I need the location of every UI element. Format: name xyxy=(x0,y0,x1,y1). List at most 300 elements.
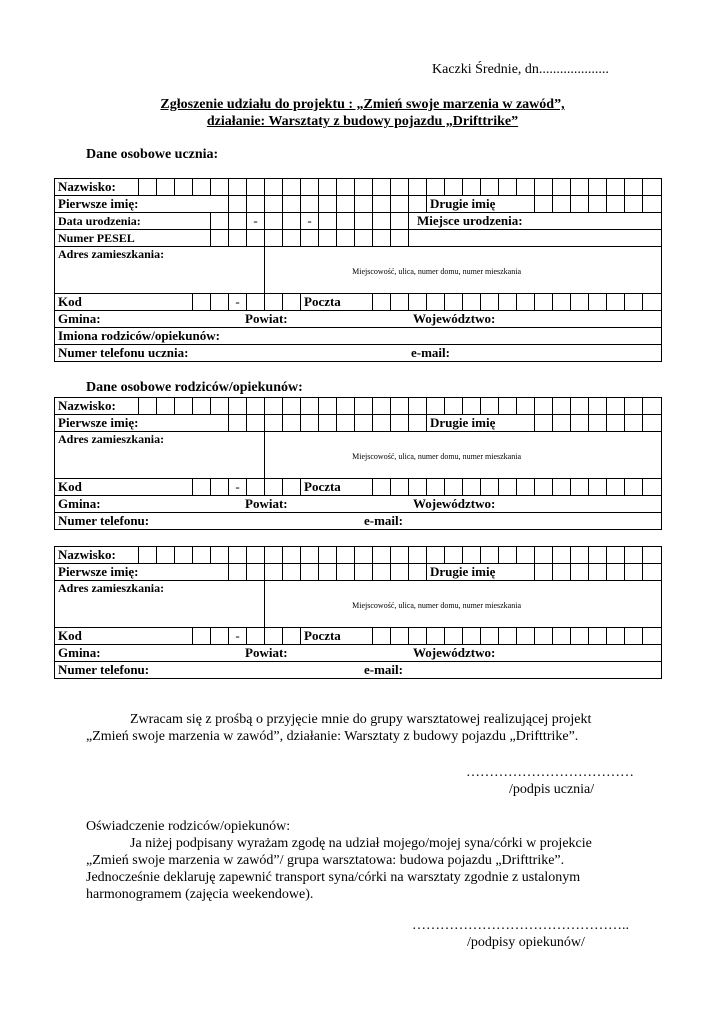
char-box[interactable] xyxy=(301,230,319,247)
char-box[interactable] xyxy=(499,398,517,415)
char-box[interactable] xyxy=(643,564,662,581)
char-box[interactable] xyxy=(247,479,265,496)
char-box[interactable] xyxy=(337,564,355,581)
char-box[interactable] xyxy=(139,547,157,564)
guardian-names-row xyxy=(55,564,662,581)
char-box[interactable] xyxy=(373,398,391,415)
contact-cell xyxy=(55,345,662,362)
char-box[interactable] xyxy=(427,179,445,196)
surname-label: Nazwisko: xyxy=(55,547,139,564)
char-box[interactable] xyxy=(229,398,247,415)
char-box[interactable] xyxy=(319,230,337,247)
char-box[interactable] xyxy=(589,294,607,311)
char-box[interactable] xyxy=(211,479,229,496)
char-box[interactable] xyxy=(283,479,301,496)
char-box[interactable] xyxy=(607,415,625,432)
char-box[interactable] xyxy=(247,564,265,581)
char-box[interactable] xyxy=(337,179,355,196)
char-box[interactable] xyxy=(589,415,607,432)
char-box[interactable] xyxy=(337,196,355,213)
char-box[interactable] xyxy=(391,294,409,311)
guardian-postal-row xyxy=(55,479,662,496)
address-label: Adres zamieszkania: xyxy=(55,432,265,479)
char-box[interactable] xyxy=(175,179,193,196)
char-box[interactable] xyxy=(643,398,662,415)
address-hint: Miejscowość, ulica, numer domu, numer mieszkania xyxy=(352,267,521,276)
second-name-label: Drugie imię xyxy=(427,196,535,213)
char-box[interactable] xyxy=(517,628,535,645)
student-names-row xyxy=(55,196,662,213)
char-box[interactable] xyxy=(535,415,553,432)
region-cell xyxy=(55,311,662,328)
char-box[interactable] xyxy=(553,628,571,645)
char-box[interactable] xyxy=(301,398,319,415)
char-box[interactable] xyxy=(409,196,427,213)
char-box[interactable] xyxy=(643,294,662,311)
email-label: e-mail: xyxy=(364,662,403,677)
postal-code-label: Kod xyxy=(55,294,193,311)
char-box[interactable] xyxy=(481,547,499,564)
char-box[interactable] xyxy=(517,547,535,564)
char-box[interactable] xyxy=(625,415,643,432)
char-box[interactable] xyxy=(247,179,265,196)
char-box[interactable] xyxy=(589,479,607,496)
char-box[interactable] xyxy=(571,628,589,645)
char-box[interactable] xyxy=(553,398,571,415)
postal-separator: - xyxy=(229,479,247,496)
char-box[interactable] xyxy=(283,547,301,564)
char-box[interactable] xyxy=(481,398,499,415)
char-box[interactable] xyxy=(463,479,481,496)
char-box[interactable] xyxy=(265,628,283,645)
char-box[interactable] xyxy=(535,547,553,564)
char-box[interactable] xyxy=(283,415,301,432)
char-box[interactable] xyxy=(355,213,373,230)
char-box[interactable] xyxy=(211,179,229,196)
char-box[interactable] xyxy=(643,628,662,645)
char-box[interactable] xyxy=(409,294,427,311)
char-box[interactable] xyxy=(229,179,247,196)
request-line1: Zwracam się z prośbą o przyjęcie mnie do grupy warsztatowej realizującej projekt xyxy=(130,712,592,727)
guardian-signature-label: /podpisy opiekunów/ xyxy=(467,935,585,950)
char-box[interactable] xyxy=(373,179,391,196)
char-box[interactable] xyxy=(517,398,535,415)
char-box[interactable] xyxy=(535,398,553,415)
char-box[interactable] xyxy=(265,230,283,247)
char-box[interactable] xyxy=(319,415,337,432)
char-box[interactable] xyxy=(301,179,319,196)
student-section-title: Dane osobowe ucznia: xyxy=(86,147,219,162)
student-signature-line: ……………………………… xyxy=(466,765,634,780)
char-box[interactable] xyxy=(229,196,247,213)
commune-label: Gmina: xyxy=(58,496,101,511)
char-box[interactable] xyxy=(229,564,247,581)
char-box[interactable] xyxy=(535,628,553,645)
char-box[interactable] xyxy=(571,415,589,432)
postal-code-label: Kod xyxy=(55,479,193,496)
email-label: e-mail: xyxy=(411,345,450,360)
char-box[interactable] xyxy=(283,230,301,247)
char-box[interactable] xyxy=(481,479,499,496)
post-office-label: Poczta xyxy=(301,294,373,311)
char-box[interactable] xyxy=(535,179,553,196)
char-box[interactable] xyxy=(355,415,373,432)
char-box[interactable] xyxy=(445,628,463,645)
char-box[interactable] xyxy=(625,564,643,581)
char-box[interactable] xyxy=(391,213,409,230)
char-box[interactable] xyxy=(445,179,463,196)
char-box[interactable] xyxy=(463,294,481,311)
char-box[interactable] xyxy=(157,179,175,196)
char-box[interactable] xyxy=(265,398,283,415)
voivodeship-label: Województwo: xyxy=(413,496,496,511)
guardian-signature-line: ……………………………………….. xyxy=(412,918,629,933)
char-box[interactable] xyxy=(265,547,283,564)
char-box[interactable] xyxy=(535,479,553,496)
char-box[interactable] xyxy=(589,196,607,213)
address-field[interactable] xyxy=(265,581,662,628)
char-box[interactable] xyxy=(373,628,391,645)
char-box[interactable] xyxy=(589,564,607,581)
student-contact-row xyxy=(55,345,662,362)
char-box[interactable] xyxy=(499,179,517,196)
char-box[interactable] xyxy=(625,196,643,213)
student-signature-label: /podpis ucznia/ xyxy=(509,782,595,797)
char-box[interactable] xyxy=(337,213,355,230)
char-box[interactable] xyxy=(283,179,301,196)
char-box[interactable] xyxy=(193,294,211,311)
address-hint: Miejscowość, ulica, numer domu, numer mieszkania xyxy=(352,601,521,610)
county-label: Powiat: xyxy=(245,311,288,326)
char-box[interactable] xyxy=(247,398,265,415)
char-box[interactable] xyxy=(607,479,625,496)
surname-label: Nazwisko: xyxy=(55,179,139,196)
char-box[interactable] xyxy=(211,628,229,645)
char-box[interactable] xyxy=(553,196,571,213)
char-box[interactable] xyxy=(319,213,337,230)
char-box[interactable] xyxy=(175,547,193,564)
first-name-label: Pierwsze imię: xyxy=(55,196,229,213)
char-box[interactable] xyxy=(571,564,589,581)
char-box[interactable] xyxy=(337,547,355,564)
char-box[interactable] xyxy=(643,179,662,196)
char-box[interactable] xyxy=(373,564,391,581)
student-postal-row xyxy=(55,294,662,311)
char-box[interactable] xyxy=(391,196,409,213)
char-box[interactable] xyxy=(193,479,211,496)
char-box[interactable] xyxy=(247,628,265,645)
char-box[interactable] xyxy=(337,398,355,415)
char-box[interactable] xyxy=(211,294,229,311)
char-box[interactable] xyxy=(553,415,571,432)
char-box[interactable] xyxy=(265,479,283,496)
guardian-surname-row xyxy=(55,398,662,415)
char-box[interactable] xyxy=(391,398,409,415)
consent-line1: Ja niżej podpisany wyrażam zgodę na udział mojego/mojej syna/córki w projekcie xyxy=(130,836,592,851)
consent-heading: Oświadczenie rodziców/opiekunów: xyxy=(86,819,291,834)
char-box[interactable] xyxy=(427,398,445,415)
char-box[interactable] xyxy=(373,230,391,247)
char-box[interactable] xyxy=(535,564,553,581)
student-address-row xyxy=(55,247,662,294)
char-box[interactable] xyxy=(625,179,643,196)
char-box[interactable] xyxy=(571,294,589,311)
char-box[interactable] xyxy=(247,230,265,247)
region-cell xyxy=(55,496,662,513)
post-office-label: Poczta xyxy=(301,628,373,645)
guardian-region-row xyxy=(55,645,662,662)
char-box[interactable] xyxy=(283,564,301,581)
char-box[interactable] xyxy=(445,479,463,496)
char-box[interactable] xyxy=(589,179,607,196)
char-box[interactable] xyxy=(355,196,373,213)
char-box[interactable] xyxy=(427,628,445,645)
char-box[interactable] xyxy=(625,398,643,415)
char-box[interactable] xyxy=(643,547,662,564)
char-box[interactable] xyxy=(607,294,625,311)
char-box[interactable] xyxy=(229,230,247,247)
char-box[interactable] xyxy=(607,547,625,564)
char-box[interactable] xyxy=(427,547,445,564)
address-field[interactable] xyxy=(265,247,662,294)
student-pesel-row xyxy=(55,230,662,247)
char-box[interactable] xyxy=(571,196,589,213)
address-field[interactable] xyxy=(265,432,662,479)
char-box[interactable] xyxy=(571,547,589,564)
char-box[interactable] xyxy=(373,196,391,213)
char-box[interactable] xyxy=(625,547,643,564)
county-label: Powiat: xyxy=(245,496,288,511)
char-box[interactable] xyxy=(553,179,571,196)
char-box[interactable] xyxy=(535,294,553,311)
char-box[interactable] xyxy=(571,179,589,196)
surname-label: Nazwisko: xyxy=(55,398,139,415)
guardian-contact-row xyxy=(55,662,662,679)
char-box[interactable] xyxy=(553,479,571,496)
char-box[interactable] xyxy=(139,398,157,415)
char-box[interactable] xyxy=(445,398,463,415)
char-box[interactable] xyxy=(193,547,211,564)
pesel-empty xyxy=(409,230,662,247)
parents-names-label: Imiona rodziców/opiekunów: xyxy=(55,328,662,345)
char-box[interactable] xyxy=(391,179,409,196)
char-box[interactable] xyxy=(409,628,427,645)
char-box[interactable] xyxy=(499,294,517,311)
char-box[interactable] xyxy=(391,230,409,247)
char-box[interactable] xyxy=(463,179,481,196)
guardian-surname-row xyxy=(55,547,662,564)
char-box[interactable] xyxy=(355,398,373,415)
student-surname-row xyxy=(55,179,662,196)
char-box[interactable] xyxy=(193,628,211,645)
address-label: Adres zamieszkania: xyxy=(55,247,265,294)
char-box[interactable] xyxy=(481,179,499,196)
char-box[interactable] xyxy=(355,564,373,581)
guardian-contact-row xyxy=(55,513,662,530)
contact-cell xyxy=(55,662,662,679)
guardian-names-row xyxy=(55,415,662,432)
char-box[interactable] xyxy=(301,564,319,581)
char-box[interactable] xyxy=(319,564,337,581)
char-box[interactable] xyxy=(229,415,247,432)
request-line2: „Zmień swoje marzenia w zawód”, działanie: Warsztaty z budowy pojazdu „Drifttrike”. xyxy=(86,729,579,744)
second-name-label: Drugie imię xyxy=(427,564,535,581)
char-box[interactable] xyxy=(391,564,409,581)
char-box[interactable] xyxy=(301,415,319,432)
char-box[interactable] xyxy=(409,179,427,196)
char-box[interactable] xyxy=(211,230,229,247)
date-separator: - xyxy=(247,213,265,230)
first-name-label: Pierwsze imię: xyxy=(55,564,229,581)
pesel-label: Numer PESEL xyxy=(55,230,211,247)
char-box[interactable] xyxy=(553,294,571,311)
char-box[interactable] xyxy=(625,628,643,645)
char-box[interactable] xyxy=(265,294,283,311)
char-box[interactable] xyxy=(391,415,409,432)
char-box[interactable] xyxy=(247,415,265,432)
char-box[interactable] xyxy=(427,294,445,311)
char-box[interactable] xyxy=(589,547,607,564)
char-box[interactable] xyxy=(409,479,427,496)
char-box[interactable] xyxy=(373,294,391,311)
contact-cell xyxy=(55,513,662,530)
second-name-label: Drugie imię xyxy=(427,415,535,432)
consent-line3: Jednocześnie deklaruję zapewnić transport syna/córki na warsztaty zgodnie z ustalonym xyxy=(86,870,581,885)
char-box[interactable] xyxy=(607,398,625,415)
char-box[interactable] xyxy=(643,196,662,213)
char-box[interactable] xyxy=(607,628,625,645)
char-box[interactable] xyxy=(517,294,535,311)
form-title-line2: działanie: Warsztaty z budowy pojazdu „Drifttrike” xyxy=(206,114,519,129)
char-box[interactable] xyxy=(319,547,337,564)
char-box[interactable] xyxy=(499,547,517,564)
char-box[interactable] xyxy=(553,564,571,581)
char-box[interactable] xyxy=(175,398,193,415)
char-box[interactable] xyxy=(265,213,283,230)
char-box[interactable] xyxy=(355,179,373,196)
char-box[interactable] xyxy=(247,547,265,564)
char-box[interactable] xyxy=(229,547,247,564)
postal-separator: - xyxy=(229,294,247,311)
char-box[interactable] xyxy=(445,294,463,311)
char-box[interactable] xyxy=(481,294,499,311)
char-box[interactable] xyxy=(211,398,229,415)
char-box[interactable] xyxy=(337,415,355,432)
county-label: Powiat: xyxy=(245,645,288,660)
char-box[interactable] xyxy=(643,415,662,432)
char-box[interactable] xyxy=(319,398,337,415)
form-title-line1: Zgłoszenie udziału do projektu : „Zmień swoje marzenia w zawód”, xyxy=(160,97,565,112)
place-date: Kaczki Średnie, dn.................... xyxy=(432,62,609,77)
char-box[interactable] xyxy=(301,196,319,213)
char-box[interactable] xyxy=(409,398,427,415)
char-box[interactable] xyxy=(229,213,247,230)
char-box[interactable] xyxy=(265,415,283,432)
char-box[interactable] xyxy=(409,547,427,564)
char-box[interactable] xyxy=(625,479,643,496)
char-box[interactable] xyxy=(391,547,409,564)
char-box[interactable] xyxy=(193,179,211,196)
char-box[interactable] xyxy=(517,479,535,496)
char-box[interactable] xyxy=(283,628,301,645)
char-box[interactable] xyxy=(265,179,283,196)
char-box[interactable] xyxy=(247,196,265,213)
char-box[interactable] xyxy=(283,196,301,213)
char-box[interactable] xyxy=(301,547,319,564)
char-box[interactable] xyxy=(463,547,481,564)
char-box[interactable] xyxy=(553,547,571,564)
char-box[interactable] xyxy=(571,479,589,496)
char-box[interactable] xyxy=(211,547,229,564)
char-box[interactable] xyxy=(373,479,391,496)
address-label: Adres zamieszkania: xyxy=(55,581,265,628)
char-box[interactable] xyxy=(391,628,409,645)
char-box[interactable] xyxy=(535,196,553,213)
char-box[interactable] xyxy=(607,179,625,196)
char-box[interactable] xyxy=(373,213,391,230)
char-box[interactable] xyxy=(157,547,175,564)
student-birth-row xyxy=(55,213,662,230)
char-box[interactable] xyxy=(193,398,211,415)
commune-label: Gmina: xyxy=(58,645,101,660)
char-box[interactable] xyxy=(373,547,391,564)
char-box[interactable] xyxy=(607,196,625,213)
char-box[interactable] xyxy=(157,398,175,415)
char-box[interactable] xyxy=(499,479,517,496)
char-box[interactable] xyxy=(409,415,427,432)
char-box[interactable] xyxy=(139,179,157,196)
char-box[interactable] xyxy=(643,479,662,496)
char-box[interactable] xyxy=(373,415,391,432)
char-box[interactable] xyxy=(283,213,301,230)
guardian-region-row xyxy=(55,496,662,513)
char-box[interactable] xyxy=(427,479,445,496)
char-box[interactable] xyxy=(211,213,229,230)
char-box[interactable] xyxy=(517,179,535,196)
date-separator: - xyxy=(301,213,319,230)
post-office-label: Poczta xyxy=(301,479,373,496)
char-box[interactable] xyxy=(499,628,517,645)
student-data-table xyxy=(54,178,662,362)
char-box[interactable] xyxy=(409,564,427,581)
char-box[interactable] xyxy=(607,564,625,581)
char-box[interactable] xyxy=(319,196,337,213)
char-box[interactable] xyxy=(463,628,481,645)
student-region-row xyxy=(55,311,662,328)
char-box[interactable] xyxy=(481,628,499,645)
char-box[interactable] xyxy=(355,230,373,247)
guardian-postal-row xyxy=(55,628,662,645)
char-box[interactable] xyxy=(337,230,355,247)
phone-label: Numer telefonu: xyxy=(58,513,150,528)
email-label: e-mail: xyxy=(364,513,403,528)
char-box[interactable] xyxy=(265,564,283,581)
char-box[interactable] xyxy=(319,179,337,196)
char-box[interactable] xyxy=(445,547,463,564)
char-box[interactable] xyxy=(589,628,607,645)
char-box[interactable] xyxy=(355,547,373,564)
char-box[interactable] xyxy=(283,294,301,311)
char-box[interactable] xyxy=(247,294,265,311)
char-box[interactable] xyxy=(283,398,301,415)
char-box[interactable] xyxy=(265,196,283,213)
char-box[interactable] xyxy=(625,294,643,311)
char-box[interactable] xyxy=(571,398,589,415)
char-box[interactable] xyxy=(463,398,481,415)
commune-label: Gmina: xyxy=(58,311,101,326)
char-box[interactable] xyxy=(391,479,409,496)
char-box[interactable] xyxy=(589,398,607,415)
